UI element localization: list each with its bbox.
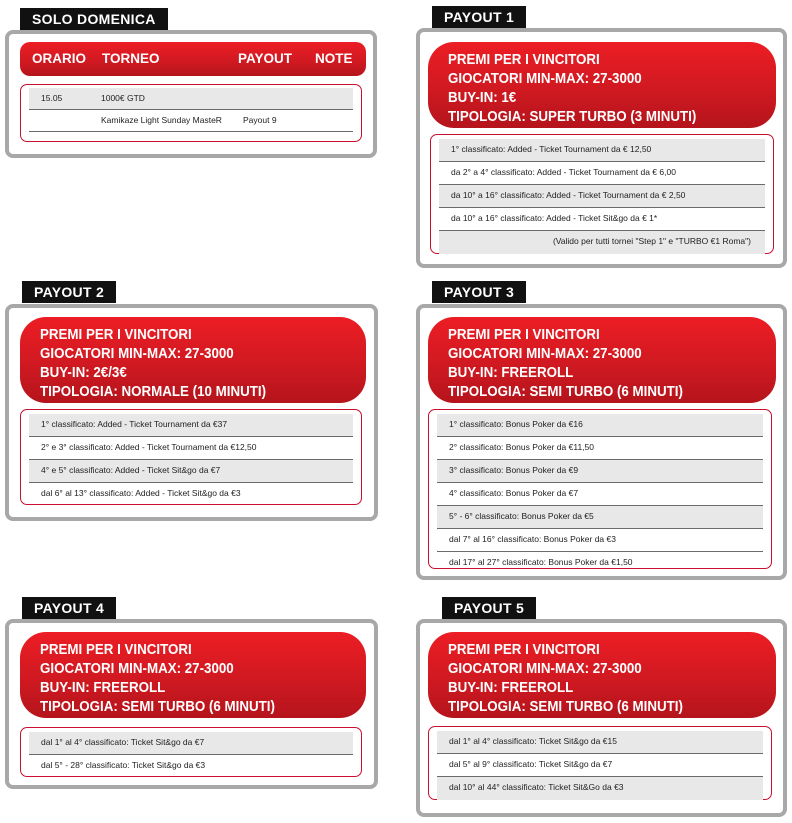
header-time: ORARIO (32, 51, 86, 66)
list-item: dal 5° - 28° classificato: Ticket Sit&go da €3 (41, 760, 206, 770)
header-players: GIOCATORI MIN-MAX: 27-3000 (40, 661, 234, 677)
list-item: (Valido per tutti tornei "Step 1" e "TURBO €1 Roma") (439, 231, 765, 254)
header-players: GIOCATORI MIN-MAX: 27-3000 (40, 346, 234, 362)
row-tournament: Kamikaze Light Sunday MasteR (101, 115, 222, 125)
header-players: GIOCATORI MIN-MAX: 27-3000 (448, 71, 642, 87)
list-item: dal 1° al 4° classificato: Ticket Sit&go da €15 (437, 731, 763, 754)
header-buyin: BUY-IN: 1€ (448, 90, 517, 106)
list-item: da 2° a 4° classificato: Added - Ticket Tournament da € 6,00 (439, 162, 765, 185)
list-item: dal 6° al 13° classificato: Added - Ticket Sit&go da €3 (41, 488, 241, 498)
list-item: 2° e 3° classificato: Added - Ticket Tournament da €12,50 (29, 437, 353, 460)
header-title: PREMI PER I VINCITORI (448, 52, 600, 68)
header-title: PREMI PER I VINCITORI (448, 642, 600, 658)
header-buyin: BUY-IN: 2€/3€ (40, 365, 127, 381)
payout-5-label: PAYOUT 5 (442, 597, 536, 619)
payout-2-rows (20, 409, 362, 505)
header-title: PREMI PER I VINCITORI (40, 642, 192, 658)
list-item: dal 7° al 16° classificato: Bonus Poker da €3 (437, 529, 763, 552)
header-type: TIPOLOGIA: SEMI TURBO (6 MINUTI) (448, 384, 683, 400)
payout-2-header (20, 317, 366, 403)
list-item: 3° classificato: Bonus Poker da €9 (437, 460, 763, 483)
list-item: 5° - 6° classificato: Bonus Poker da €5 (437, 506, 763, 529)
list-item: dal 1° al 4° classificato: Ticket Sit&go da €7 (29, 732, 353, 755)
list-item: da 10° a 16° classificato: Added - Ticket Sit&go da € 1* (439, 208, 765, 231)
row-time: 15.05 (41, 93, 63, 103)
payout-3-label: PAYOUT 3 (432, 281, 526, 303)
header-type: TIPOLOGIA: SEMI TURBO (6 MINUTI) (40, 699, 275, 715)
header-title: PREMI PER I VINCITORI (448, 327, 600, 343)
table-row (29, 88, 353, 110)
header-buyin: BUY-IN: FREEROLL (40, 680, 166, 696)
table-row (29, 110, 353, 132)
header-buyin: BUY-IN: FREEROLL (448, 680, 574, 696)
payout-4-rows (20, 727, 362, 777)
payout-3-header (428, 317, 776, 403)
schedule-header-bar (20, 42, 366, 76)
list-item: 2° classificato: Bonus Poker da €11,50 (437, 437, 763, 460)
header-buyin: BUY-IN: FREEROLL (448, 365, 574, 381)
list-item: dal 17° al 27° classificato: Bonus Poker da €1,50 (449, 557, 633, 567)
list-item: 4° classificato: Bonus Poker da €7 (437, 483, 763, 506)
payout-4-label: PAYOUT 4 (22, 597, 116, 619)
header-type: TIPOLOGIA: SUPER TURBO (3 MINUTI) (448, 109, 697, 125)
header-players: GIOCATORI MIN-MAX: 27-3000 (448, 661, 642, 677)
payout-5-header (428, 632, 776, 718)
list-item: 1° classificato: Added - Ticket Tournament da €37 (29, 414, 353, 437)
payout-5-rows (428, 726, 772, 800)
row-tournament: 1000€ GTD (101, 93, 145, 103)
payout-2-label: PAYOUT 2 (22, 281, 116, 303)
schedule-rows (20, 84, 362, 142)
header-title: PREMI PER I VINCITORI (40, 327, 192, 343)
list-item: da 10° a 16° classificato: Added - Ticket Tournament da € 2,50 (439, 185, 765, 208)
list-item: dal 10° al 44° classificato: Ticket Sit&Go da €3 (437, 777, 763, 800)
payout-1-header (428, 42, 776, 128)
payout-1-label: PAYOUT 1 (432, 6, 526, 28)
list-item: 4° e 5° classificato: Added - Ticket Sit&go da €7 (29, 460, 353, 483)
schedule-label: SOLO DOMENICA (20, 8, 168, 30)
list-item: 1° classificato: Bonus Poker da €16 (437, 414, 763, 437)
header-payout: PAYOUT (238, 51, 293, 66)
header-type: TIPOLOGIA: SEMI TURBO (6 MINUTI) (448, 699, 683, 715)
payout-1-rows (430, 134, 774, 254)
row-payout: Payout 9 (243, 115, 277, 125)
payout-3-rows (428, 409, 772, 569)
header-players: GIOCATORI MIN-MAX: 27-3000 (448, 346, 642, 362)
header-notes: NOTE (315, 51, 353, 66)
header-tournament: TORNEO (102, 51, 160, 66)
payout-4-header (20, 632, 366, 718)
list-item: 1° classificato: Added - Ticket Tournament da € 12,50 (439, 139, 765, 162)
header-type: TIPOLOGIA: NORMALE (10 MINUTI) (40, 384, 267, 400)
list-item: dal 5° al 9° classificato: Ticket Sit&go da €7 (437, 754, 763, 777)
